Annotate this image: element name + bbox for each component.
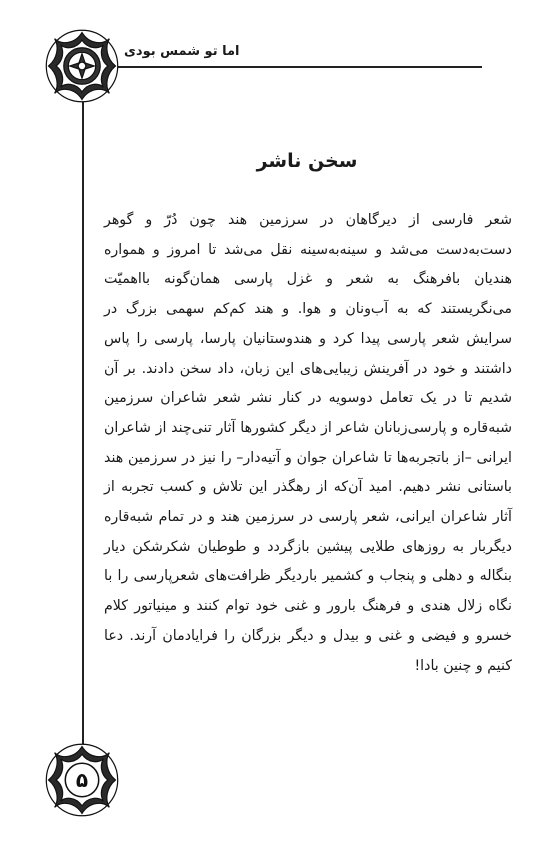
- body-paragraph: شعر فارسی از دیرگاهان در سرزمین هند چون دُرّ و گوهر دست‌به‌دست می‌شد و سینه‌به‌سینه نقل می‌شد تا امروز و همواره هندیان بافرهنگ به شعر و غزل پارسی همان‌گونه بااهمیّت می‌نگریستند که به آب‌ونان و هوا. و هند کم‌کم سهمی بزرگ در سرایش شعر پارسی پیدا کرد و هندوستانیان پارسا، پارسی را پاس داشتند و خود در آفرینش زیبایی‌های این زبان، داد سخن دادند. بر آن شدیم تا در یک تعامل دوسویه در کنار نشر شعر شاعران سرزمین شبه‌قاره و پارسی‌زبانان شاعر از دیگر کشورها آثار تنی‌چند از شاعران ایرانی –از باتجربه‌ها تا شاعران جوان و آتیه‌دار– را نیز در سرزمین هند باستانی نشر دهیم. امید آن‌که از رهگذر این تلاش و کسب تجربه از آثار شاعران ایرانی، شعر پارسی در سرزمین هند و در تمام شبه‌قاره دیگربار به روزهای طلایی پیشین بازگردد و طوطیان شکرشکن دیار بنگاله و دهلی و پنجاب و کشمیر باردیگر ظرافت‌های شعرپارسی را با نگاه زلال هندی و فرهنگ بارور و غنی خود توام کنند و مینیاتور کلام خسرو و فیضی و غنی و بیدل و دیگر بزرگان را فرایادمان آرند. دعا کنیم و چنین بادا!: [104, 212, 512, 674]
- header-rule: [118, 66, 482, 68]
- running-title: اما تو شمس بودی: [124, 44, 240, 59]
- section-heading: سخن ناشر: [256, 150, 358, 172]
- rosette-ornament-icon: [44, 28, 120, 104]
- margin-rule: [82, 92, 84, 762]
- page-number: ۵: [75, 768, 89, 792]
